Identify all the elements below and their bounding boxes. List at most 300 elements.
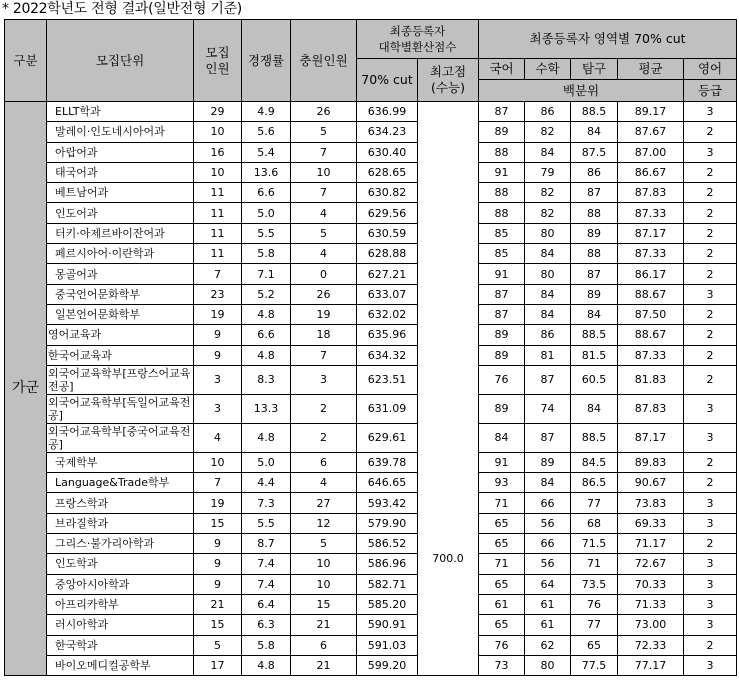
english-grade-cell: 2: [684, 452, 737, 472]
inquiry-cell: 89: [571, 223, 618, 243]
table-row: [5, 162, 737, 182]
average-cell: 88.67: [618, 325, 684, 345]
average-cell: 72.67: [618, 554, 684, 574]
inquiry-cell: 73.5: [571, 574, 618, 594]
competition-cell: 5.0: [242, 452, 291, 472]
math-cell: 82: [525, 183, 571, 203]
korean-cell: 71: [479, 493, 525, 513]
header-max-score: [418, 59, 479, 102]
unit-name-cell: 인도학과: [47, 554, 194, 574]
korean-cell: 89: [479, 345, 525, 365]
waitlist-cell: 7: [291, 183, 357, 203]
table-row: [5, 142, 737, 162]
competition-cell: 4.8: [242, 423, 291, 452]
inquiry-cell: 65: [571, 635, 618, 655]
korean-cell: 89: [479, 122, 525, 142]
competition-cell: 7.4: [242, 574, 291, 594]
cut70-cell: 628.65: [357, 162, 418, 182]
waitlist-cell: 2: [291, 394, 357, 423]
math-cell: 84: [525, 473, 571, 493]
cut70-cell: 593.42: [357, 493, 418, 513]
unit-name-cell: ELLT학과: [47, 102, 194, 122]
table-row: [5, 345, 737, 365]
inquiry-cell: 84.5: [571, 452, 618, 472]
english-grade-cell: 3: [684, 102, 737, 122]
competition-cell: 4.8: [242, 345, 291, 365]
math-cell: 79: [525, 162, 571, 182]
header-area-cut: 최종등록자 영역별 70% cut: [479, 20, 737, 59]
average-cell: 77.17: [618, 655, 684, 675]
waitlist-cell: 10: [291, 574, 357, 594]
table-row: [5, 102, 737, 122]
english-grade-cell: 2: [684, 304, 737, 324]
inquiry-cell: 77.5: [571, 655, 618, 675]
table-body: [5, 102, 737, 676]
english-grade-cell: 2: [684, 534, 737, 554]
waitlist-cell: 21: [291, 615, 357, 635]
korean-cell: 85: [479, 223, 525, 243]
english-grade-cell: 2: [684, 345, 737, 365]
inquiry-cell: 76: [571, 594, 618, 614]
cut70-cell: 629.56: [357, 203, 418, 223]
math-cell: 56: [525, 554, 571, 574]
korean-cell: 84: [479, 423, 525, 452]
average-cell: 89.83: [618, 452, 684, 472]
cut70-cell: 586.96: [357, 554, 418, 574]
table-row: [5, 452, 737, 472]
korean-cell: 65: [479, 615, 525, 635]
competition-cell: 7.4: [242, 554, 291, 574]
waitlist-cell: 6: [291, 635, 357, 655]
korean-cell: 91: [479, 452, 525, 472]
unit-name-cell: 터키·아제르바이잔어과: [47, 223, 194, 243]
quota-cell: 10: [194, 162, 242, 182]
korean-cell: 65: [479, 534, 525, 554]
cut70-cell: 633.07: [357, 284, 418, 304]
math-cell: 66: [525, 493, 571, 513]
table-row: [5, 122, 737, 142]
korean-cell: 87: [479, 284, 525, 304]
english-grade-cell: 2: [684, 223, 737, 243]
average-cell: 87.67: [618, 122, 684, 142]
cut70-cell: 627.21: [357, 264, 418, 284]
average-cell: 86.17: [618, 264, 684, 284]
table-row: [5, 183, 737, 203]
table-row: [5, 325, 737, 345]
korean-cell: 88: [479, 183, 525, 203]
average-cell: 87.83: [618, 183, 684, 203]
table-row: [5, 223, 737, 243]
header-english: 영어: [684, 59, 737, 80]
quota-cell: 19: [194, 493, 242, 513]
inquiry-cell: 71: [571, 554, 618, 574]
quota-cell: 10: [194, 122, 242, 142]
quota-cell: 7: [194, 264, 242, 284]
competition-cell: 8.7: [242, 534, 291, 554]
math-cell: 64: [525, 574, 571, 594]
korean-cell: 88: [479, 203, 525, 223]
unit-name-cell: 외국어교육학부[중국어교육전공]: [47, 423, 194, 452]
quota-cell: 19: [194, 304, 242, 324]
unit-name-cell: 한국어교육과: [47, 345, 194, 365]
unit-name-cell: 베트남어과: [47, 183, 194, 203]
english-grade-cell: 2: [684, 244, 737, 264]
math-cell: 82: [525, 203, 571, 223]
average-cell: 73.83: [618, 493, 684, 513]
header-competition: 경쟁률: [242, 20, 291, 102]
competition-cell: 8.3: [242, 365, 291, 394]
table-row: [5, 264, 737, 284]
table-row: [5, 534, 737, 554]
unit-name-cell: 태국어과: [47, 162, 194, 182]
math-cell: 56: [525, 513, 571, 533]
inquiry-cell: 88.5: [571, 102, 618, 122]
math-cell: 81: [525, 345, 571, 365]
average-cell: 87.17: [618, 423, 684, 452]
inquiry-cell: 68: [571, 513, 618, 533]
average-cell: 87.33: [618, 203, 684, 223]
cut70-cell: 646.65: [357, 473, 418, 493]
korean-cell: 85: [479, 244, 525, 264]
header-quota-label: 모집 인원: [205, 44, 230, 76]
table-row: [5, 284, 737, 304]
inquiry-cell: 86.5: [571, 473, 618, 493]
average-cell: 87.17: [618, 223, 684, 243]
inquiry-cell: 77: [571, 615, 618, 635]
table-row: [5, 473, 737, 493]
inquiry-cell: 60.5: [571, 365, 618, 394]
table-row: [5, 203, 737, 223]
competition-cell: 6.4: [242, 594, 291, 614]
korean-cell: 89: [479, 394, 525, 423]
waitlist-cell: 18: [291, 325, 357, 345]
english-grade-cell: 2: [684, 162, 737, 182]
unit-name-cell: 중앙아시아학과: [47, 574, 194, 594]
inquiry-cell: 86: [571, 162, 618, 182]
max-score-cell: [418, 102, 479, 676]
cut70-cell: 634.32: [357, 345, 418, 365]
math-cell: 74: [525, 394, 571, 423]
unit-name-cell: 페르시아어·이란학과: [47, 244, 194, 264]
waitlist-cell: 10: [291, 554, 357, 574]
korean-cell: 93: [479, 473, 525, 493]
waitlist-cell: 10: [291, 162, 357, 182]
inquiry-cell: 88: [571, 244, 618, 264]
waitlist-cell: 7: [291, 142, 357, 162]
waitlist-cell: 15: [291, 594, 357, 614]
waitlist-cell: 26: [291, 284, 357, 304]
header-cut70: 70% cut: [357, 59, 418, 102]
korean-cell: 89: [479, 325, 525, 345]
quota-cell: 7: [194, 473, 242, 493]
waitlist-cell: 4: [291, 244, 357, 264]
competition-cell: 5.2: [242, 284, 291, 304]
korean-cell: 65: [479, 513, 525, 533]
competition-cell: 7.3: [242, 493, 291, 513]
math-cell: 86: [525, 102, 571, 122]
cut70-cell: 623.51: [357, 365, 418, 394]
cut70-cell: 635.96: [357, 325, 418, 345]
header-max-score-label: 최고점 (수능): [429, 64, 467, 95]
math-cell: 86: [525, 325, 571, 345]
average-cell: 88.67: [618, 284, 684, 304]
cut70-cell: 636.99: [357, 102, 418, 122]
competition-cell: 13.6: [242, 162, 291, 182]
unit-name-cell: 영어교육과: [47, 325, 194, 345]
header-quota: [194, 20, 242, 102]
english-grade-cell: 3: [684, 142, 737, 162]
quota-cell: 3: [194, 394, 242, 423]
table-row: [5, 655, 737, 675]
inquiry-cell: 71.5: [571, 534, 618, 554]
unit-name-cell: 러시아학과: [47, 615, 194, 635]
unit-name-cell: 몽골어과: [47, 264, 194, 284]
inquiry-cell: 84: [571, 304, 618, 324]
english-grade-cell: 3: [684, 594, 737, 614]
header-math: 수학: [525, 59, 571, 80]
math-cell: 84: [525, 142, 571, 162]
quota-cell: 9: [194, 345, 242, 365]
math-cell: 84: [525, 284, 571, 304]
waitlist-cell: 6: [291, 452, 357, 472]
waitlist-cell: 26: [291, 102, 357, 122]
competition-cell: 13.3: [242, 394, 291, 423]
competition-cell: 7.1: [242, 264, 291, 284]
quota-cell: 11: [194, 183, 242, 203]
quota-cell: 9: [194, 325, 242, 345]
unit-name-cell: 일본언어문화학부: [47, 304, 194, 324]
math-cell: 66: [525, 534, 571, 554]
competition-cell: 5.4: [242, 142, 291, 162]
inquiry-cell: 84: [571, 394, 618, 423]
waitlist-cell: 0: [291, 264, 357, 284]
english-grade-cell: 2: [684, 183, 737, 203]
unit-name-cell: Language&Trade학부: [47, 473, 194, 493]
group-cell: [5, 102, 47, 676]
average-cell: 71.17: [618, 534, 684, 554]
header-group: 구분: [5, 20, 47, 102]
table-row: [5, 365, 737, 394]
math-cell: 80: [525, 223, 571, 243]
competition-cell: 4.8: [242, 655, 291, 675]
english-grade-cell: 3: [684, 554, 737, 574]
unit-name-cell: 한국학과: [47, 635, 194, 655]
quota-cell: 11: [194, 203, 242, 223]
quota-cell: 5: [194, 635, 242, 655]
english-grade-cell: 2: [684, 264, 737, 284]
quota-cell: 9: [194, 574, 242, 594]
quota-cell: 16: [194, 142, 242, 162]
header-average: 평균: [618, 59, 684, 80]
unit-name-cell: 아프리카학부: [47, 594, 194, 614]
waitlist-cell: 4: [291, 473, 357, 493]
waitlist-cell: 7: [291, 345, 357, 365]
competition-cell: 5.8: [242, 635, 291, 655]
cut70-cell: 632.02: [357, 304, 418, 324]
korean-cell: 65: [479, 574, 525, 594]
average-cell: 87.83: [618, 394, 684, 423]
cut70-cell: 634.23: [357, 122, 418, 142]
group-label: 가군: [11, 380, 40, 396]
header-percentile: 백분위: [479, 80, 684, 102]
inquiry-cell: 84: [571, 122, 618, 142]
average-cell: 70.33: [618, 574, 684, 594]
unit-name-cell: 그리스·불가리아학과: [47, 534, 194, 554]
cut70-cell: 591.03: [357, 635, 418, 655]
competition-cell: 5.5: [242, 223, 291, 243]
table-row: [5, 394, 737, 423]
average-cell: 71.33: [618, 594, 684, 614]
waitlist-cell: 4: [291, 203, 357, 223]
math-cell: 82: [525, 122, 571, 142]
competition-cell: 5.6: [242, 122, 291, 142]
competition-cell: 4.8: [242, 304, 291, 324]
english-grade-cell: 2: [684, 325, 737, 345]
average-cell: 89.17: [618, 102, 684, 122]
korean-cell: 91: [479, 162, 525, 182]
english-grade-cell: 3: [684, 513, 737, 533]
header-inquiry: 탐구: [571, 59, 618, 80]
cut70-cell: 630.59: [357, 223, 418, 243]
korean-cell: 76: [479, 365, 525, 394]
waitlist-cell: 19: [291, 304, 357, 324]
competition-cell: 5.5: [242, 513, 291, 533]
quota-cell: 15: [194, 615, 242, 635]
english-grade-cell: 2: [684, 203, 737, 223]
korean-cell: 73: [479, 655, 525, 675]
waitlist-cell: 3: [291, 365, 357, 394]
cut70-cell: 629.61: [357, 423, 418, 452]
average-cell: 72.33: [618, 635, 684, 655]
admission-results-table: [4, 19, 737, 676]
math-cell: 61: [525, 615, 571, 635]
cut70-cell: 590.91: [357, 615, 418, 635]
table-row: [5, 635, 737, 655]
competition-cell: 4.4: [242, 473, 291, 493]
math-cell: 61: [525, 594, 571, 614]
korean-cell: 76: [479, 635, 525, 655]
table-row: [5, 574, 737, 594]
quota-cell: 3: [194, 365, 242, 394]
quota-cell: 9: [194, 534, 242, 554]
inquiry-cell: 77: [571, 493, 618, 513]
table-row: [5, 493, 737, 513]
competition-cell: 5.0: [242, 203, 291, 223]
average-cell: 90.67: [618, 473, 684, 493]
table-row: [5, 423, 737, 452]
english-grade-cell: 2: [684, 122, 737, 142]
quota-cell: 17: [194, 655, 242, 675]
english-grade-cell: 3: [684, 423, 737, 452]
competition-cell: 6.6: [242, 325, 291, 345]
english-grade-cell: 3: [684, 655, 737, 675]
math-cell: 80: [525, 655, 571, 675]
quota-cell: 21: [194, 594, 242, 614]
cut70-cell: 628.88: [357, 244, 418, 264]
unit-name-cell: 외국어교육학부[독일어교육전공]: [47, 394, 194, 423]
korean-cell: 61: [479, 594, 525, 614]
table-row: [5, 244, 737, 264]
cut70-cell: 639.78: [357, 452, 418, 472]
table-row: [5, 513, 737, 533]
average-cell: 73.00: [618, 615, 684, 635]
korean-cell: 91: [479, 264, 525, 284]
math-cell: 80: [525, 264, 571, 284]
cut70-cell: 630.40: [357, 142, 418, 162]
unit-name-cell: 아랍어과: [47, 142, 194, 162]
average-cell: 69.33: [618, 513, 684, 533]
korean-cell: 88: [479, 142, 525, 162]
inquiry-cell: 88: [571, 203, 618, 223]
english-grade-cell: 2: [684, 635, 737, 655]
english-grade-cell: 3: [684, 615, 737, 635]
unit-name-cell: 외국어교육학부[프랑스어교육전공]: [47, 365, 194, 394]
english-grade-cell: 2: [684, 473, 737, 493]
waitlist-cell: 12: [291, 513, 357, 533]
english-grade-cell: 3: [684, 574, 737, 594]
header-grade: 등급: [684, 80, 737, 102]
math-cell: 87: [525, 365, 571, 394]
cut70-cell: 582.71: [357, 574, 418, 594]
unit-name-cell: 바이오메디컬공학부: [47, 655, 194, 675]
unit-name-cell: 국제학부: [47, 452, 194, 472]
unit-name-cell: 중국언어문화학부: [47, 284, 194, 304]
math-cell: 84: [525, 304, 571, 324]
math-cell: 89: [525, 452, 571, 472]
table-row: [5, 615, 737, 635]
competition-cell: 6.6: [242, 183, 291, 203]
unit-name-cell: 프랑스학과: [47, 493, 194, 513]
quota-cell: 23: [194, 284, 242, 304]
average-cell: 86.67: [618, 162, 684, 182]
quota-cell: 11: [194, 223, 242, 243]
average-cell: 87.33: [618, 244, 684, 264]
inquiry-cell: 88.5: [571, 325, 618, 345]
cut70-cell: 599.20: [357, 655, 418, 675]
header-korean: 국어: [479, 59, 525, 80]
unit-name-cell: 브라질학과: [47, 513, 194, 533]
average-cell: 87.00: [618, 142, 684, 162]
inquiry-cell: 89: [571, 284, 618, 304]
cut70-cell: 631.09: [357, 394, 418, 423]
page-title: * 2022학년도 전형 결과(일반전형 기준): [2, 1, 242, 17]
english-grade-cell: 2: [684, 365, 737, 394]
english-grade-cell: 3: [684, 284, 737, 304]
average-cell: 87.50: [618, 304, 684, 324]
header-converted-score: [357, 20, 479, 59]
quota-cell: 4: [194, 423, 242, 452]
english-grade-cell: 3: [684, 394, 737, 423]
table-row: [5, 554, 737, 574]
math-cell: 62: [525, 635, 571, 655]
quota-cell: 29: [194, 102, 242, 122]
header-waitlist: 충원인원: [291, 20, 357, 102]
cut70-cell: 579.90: [357, 513, 418, 533]
header-converted-score-label: 최종등록자 대학별환산점수: [378, 24, 457, 54]
cut70-cell: 630.82: [357, 183, 418, 203]
unit-name-cell: 말레이·인도네시아어과: [47, 122, 194, 142]
waitlist-cell: 21: [291, 655, 357, 675]
korean-cell: 71: [479, 554, 525, 574]
korean-cell: 87: [479, 102, 525, 122]
average-cell: 81.83: [618, 365, 684, 394]
table-row: [5, 594, 737, 614]
max-score-value: 700.0: [432, 552, 464, 565]
inquiry-cell: 87: [571, 183, 618, 203]
english-grade-cell: 3: [684, 493, 737, 513]
inquiry-cell: 87.5: [571, 142, 618, 162]
quota-cell: 11: [194, 244, 242, 264]
